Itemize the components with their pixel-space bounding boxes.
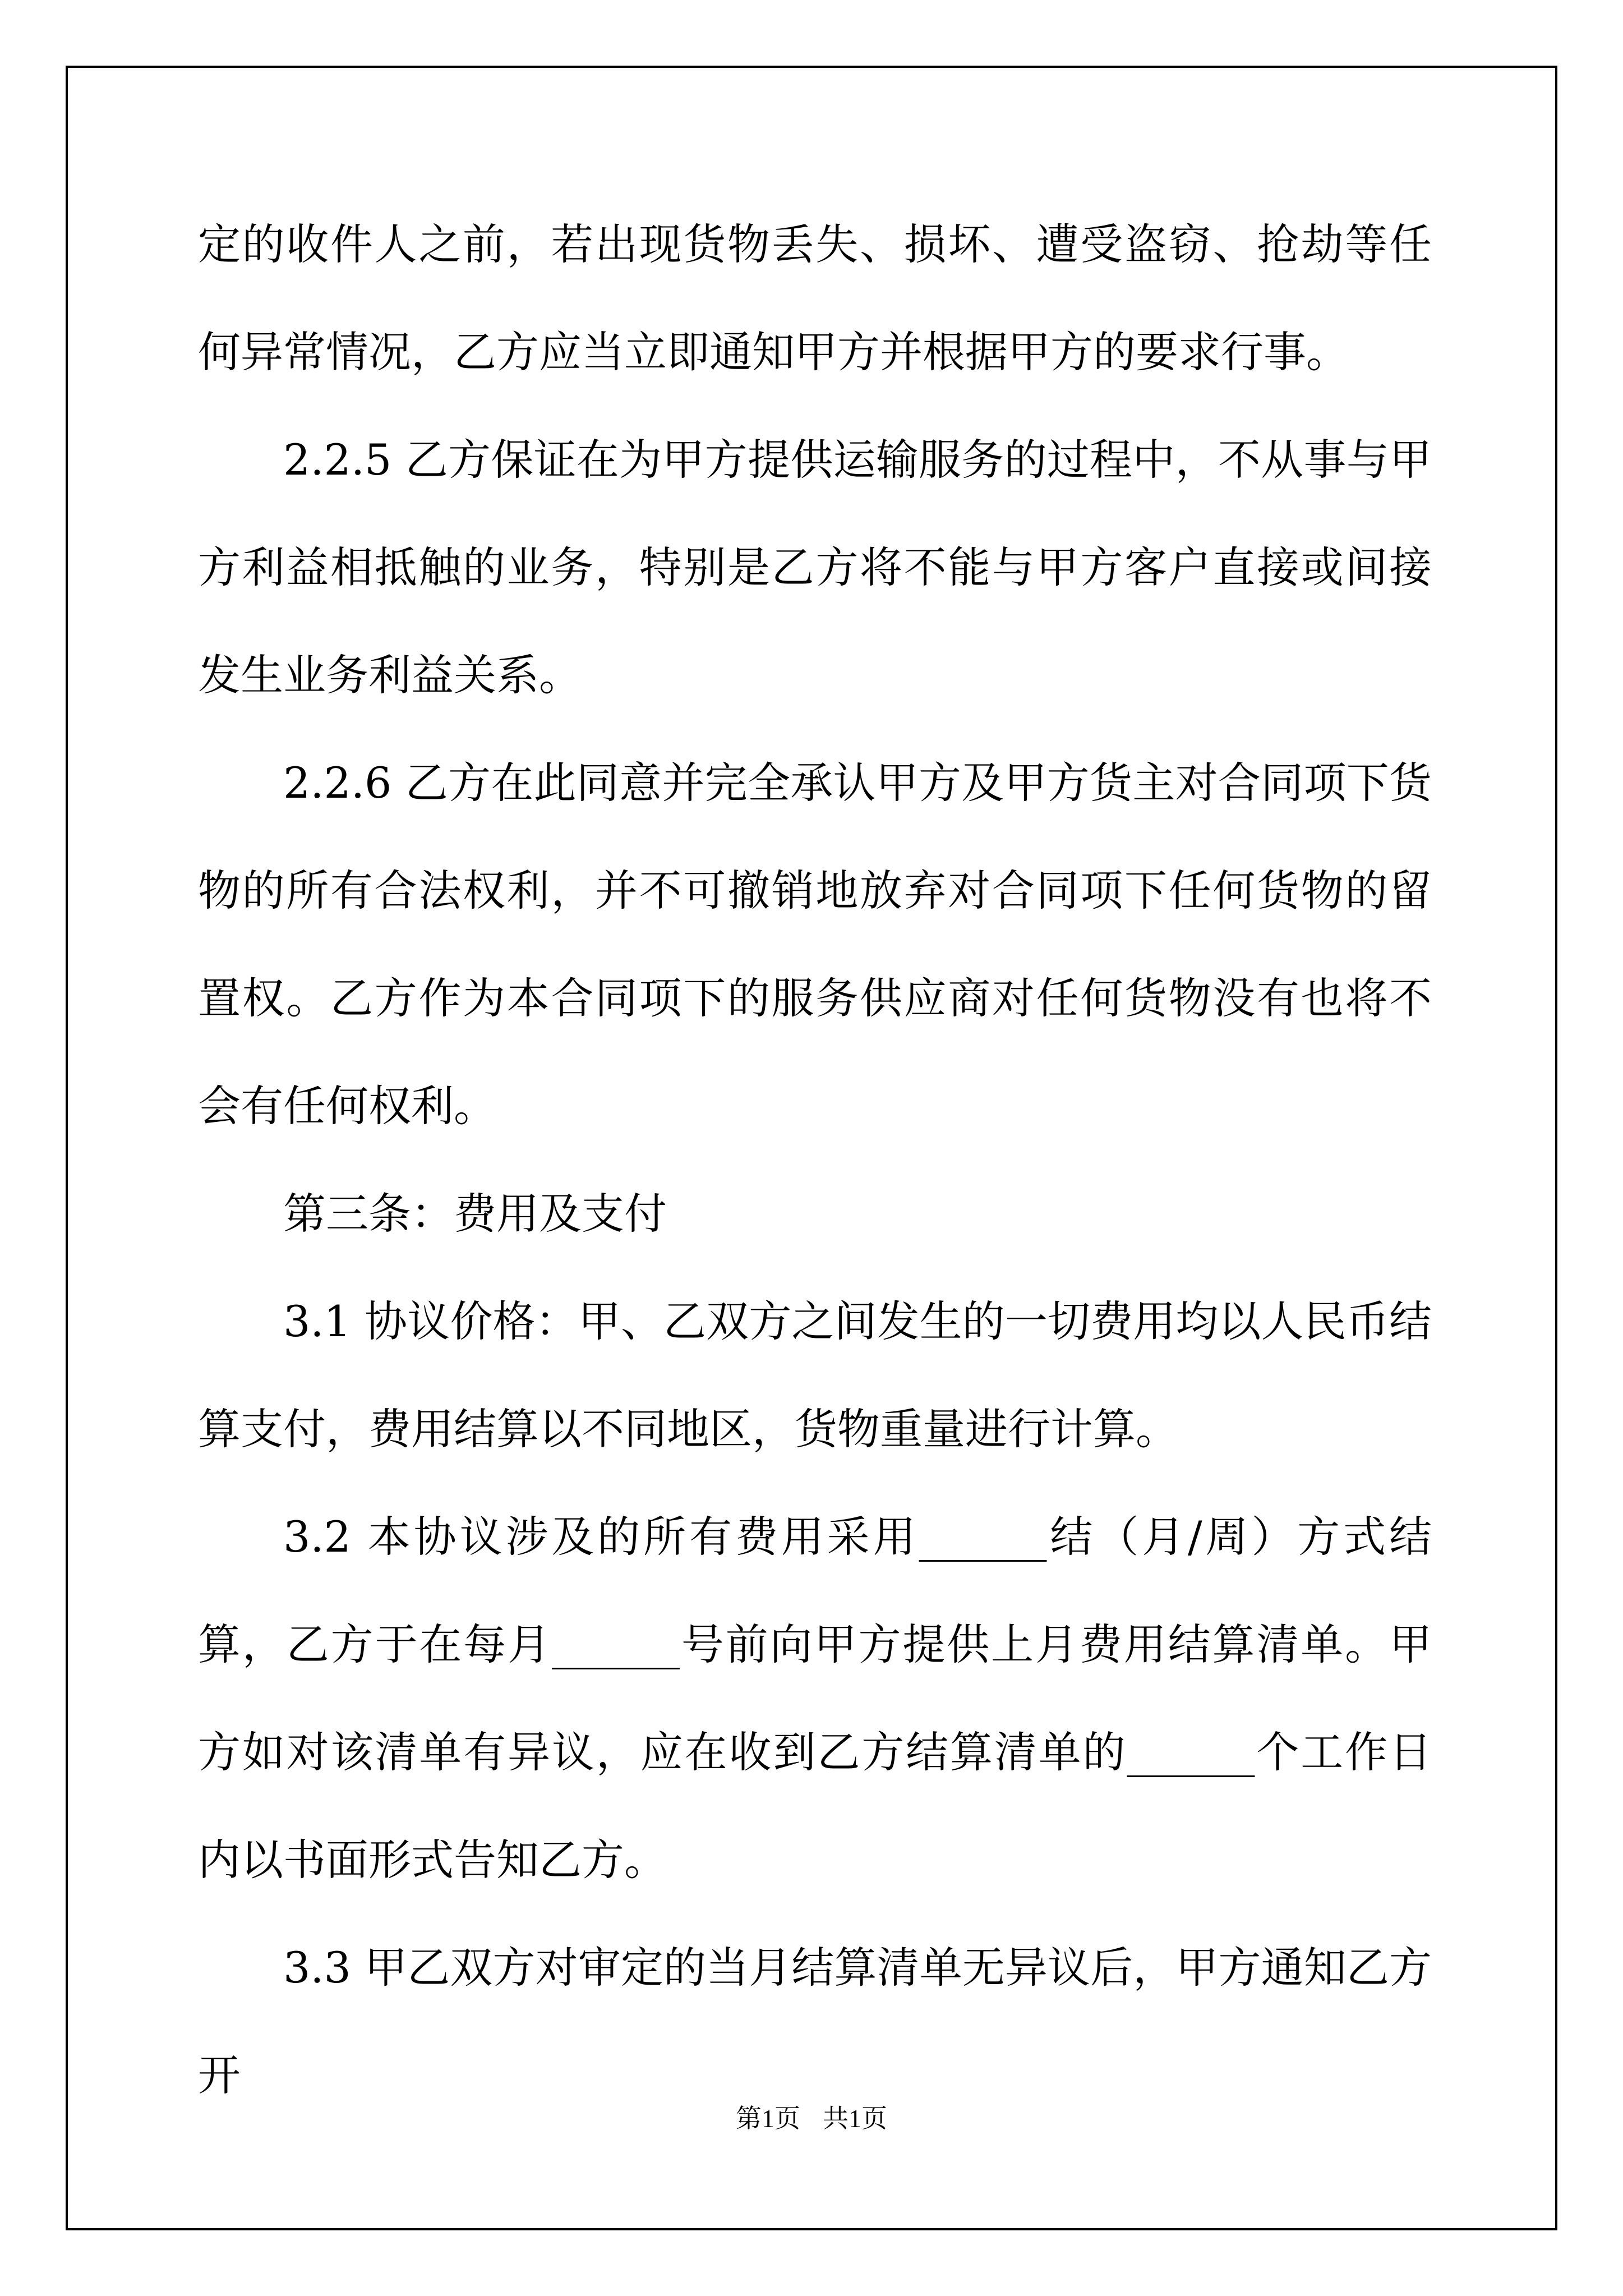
section-heading-article-3: 第三条：费用及支付 bbox=[283, 1189, 667, 1239]
paragraph-clause-3-2: 3.2 本协议涉及的所有费用采用______结（月/周）方式结算，乙方于在每月______号前向甲方提供上月费用结算清单。甲方如对该清单有异议，应在收到乙方结算清单的______个工作日内以书面形式告知乙方。 bbox=[198, 1512, 1432, 1885]
document-body bbox=[198, 191, 1432, 2129]
paragraph-clause-2-2-6: 2.2.6 乙方在此同意并完全承认甲方及甲方货主对合同项下货物的所有合法权利，并不可撤销地放弃对合同项下任何货物的留置权。乙方作为本合同项下的服务供应商对任何货物没有也将不会有任何权利。 bbox=[198, 758, 1432, 1131]
paragraph-clause-2-2-5: 2.2.5 乙方保证在为甲方提供运输服务的过程中，不从事与甲方利益相抵触的业务，特别是乙方将不能与甲方客户直接或间接发生业务利益关系。 bbox=[198, 435, 1432, 700]
paragraph-clause-3-3: 3.3 甲乙双方对审定的当月结算清单无异议后，甲方通知乙方开 bbox=[198, 1943, 1432, 2100]
paragraph-clause-3-1: 3.1 协议价格：甲、乙双方之间发生的一切费用均以人民币结算支付，费用结算以不同地区，货物重量进行计算。 bbox=[198, 1296, 1432, 1454]
page-footer bbox=[0, 2098, 1623, 2135]
page-number-total: 共1页 bbox=[823, 2104, 887, 2133]
paragraph-continuation: 定的收件人之前，若出现货物丢失、损坏、遭受盗窃、抢劫等任何异常情况，乙方应当立即通知甲方并根据甲方的要求行事。 bbox=[198, 219, 1432, 377]
page-number-current: 第1页 bbox=[736, 2104, 800, 2133]
